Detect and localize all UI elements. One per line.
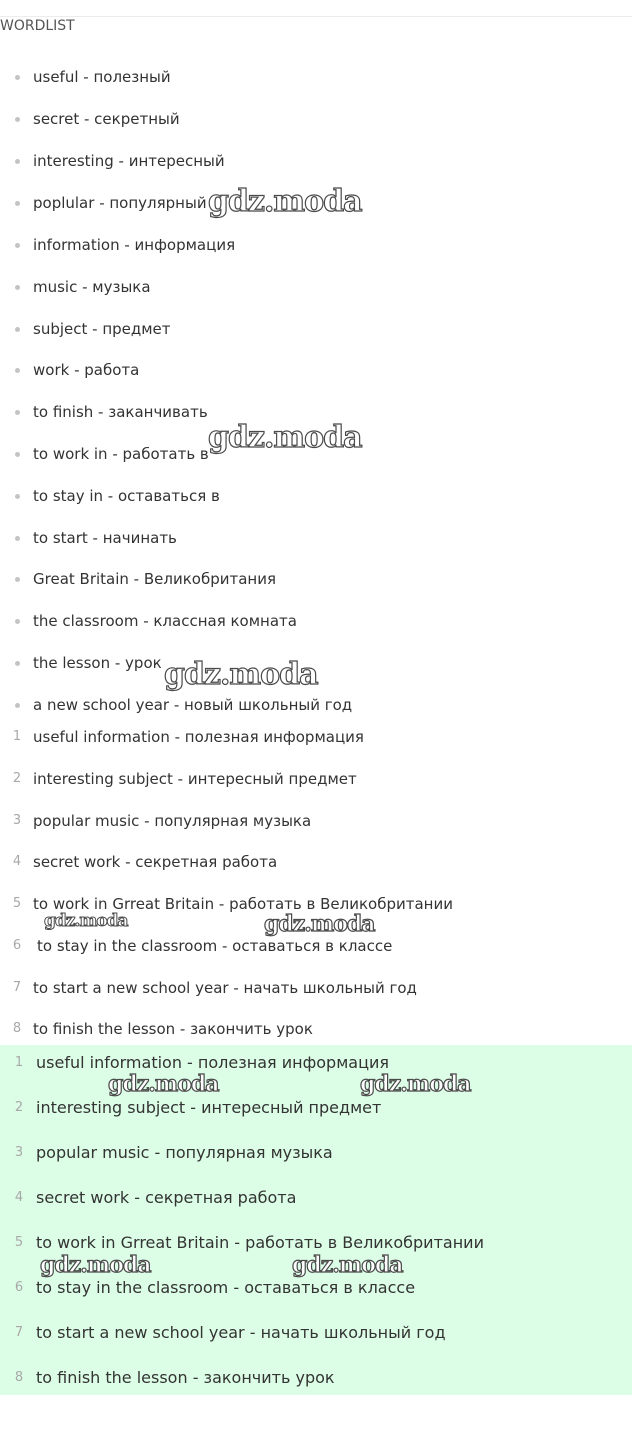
bullet-icon xyxy=(15,661,20,666)
answer-number: 3 xyxy=(14,1145,24,1160)
answer-text: to start a new school year - начать школьный год xyxy=(36,1323,446,1342)
answer-number: 1 xyxy=(14,1055,24,1070)
phrase-text: to stay in the classroom - оставаться в классе xyxy=(37,937,393,955)
answer-number: 4 xyxy=(14,1190,24,1205)
list-item-text: poplular - популярный xyxy=(33,194,207,212)
answer-item xyxy=(0,1276,632,1300)
answer-text: to work in Grreat Britain - работать в Великобритании xyxy=(36,1233,484,1252)
answer-item xyxy=(0,1051,632,1075)
list-item-text: work - работа xyxy=(33,361,140,379)
phrase-item xyxy=(0,768,632,790)
list-item-text: subject - предмет xyxy=(33,320,171,338)
answer-item xyxy=(0,1096,632,1120)
phrase-text: secret work - секретная работа xyxy=(33,853,278,871)
list-item xyxy=(0,610,632,632)
answer-item xyxy=(0,1141,632,1165)
answer-text: popular music - популярная музыка xyxy=(36,1143,333,1162)
bullet-icon xyxy=(15,494,20,499)
phrase-number: 5 xyxy=(12,896,22,911)
list-item xyxy=(0,108,632,130)
list-item xyxy=(0,234,632,256)
bullet-icon xyxy=(15,243,20,248)
phrase-number: 8 xyxy=(12,1021,22,1036)
watermark-logo: gdz.moda xyxy=(164,657,318,692)
answer-number: 2 xyxy=(14,1100,24,1115)
list-item-text: the classroom - классная комната xyxy=(33,612,297,630)
list-item xyxy=(0,318,632,340)
phrase-number: 4 xyxy=(12,854,22,869)
list-item-text: to stay in - оставаться в xyxy=(33,487,220,505)
bullet-icon xyxy=(15,619,20,624)
list-item-text: music - музыка xyxy=(33,278,151,296)
list-item-text: Great Britain - Великобритания xyxy=(33,570,276,588)
watermark-logo: gdz.moda xyxy=(208,420,362,455)
list-item-text: information - информация xyxy=(33,236,236,254)
list-item-text: to work in - работать в xyxy=(33,445,209,463)
bullet-icon xyxy=(15,75,20,80)
wordlist-heading: WORDLIST xyxy=(0,18,75,34)
bullet-icon xyxy=(15,117,20,122)
list-item xyxy=(0,276,632,298)
list-item-text: secret - секретный xyxy=(33,110,180,128)
list-item-text: the lesson - урок xyxy=(33,654,162,672)
phrase-item xyxy=(0,1018,632,1040)
phrase-number: 7 xyxy=(12,980,22,995)
list-item xyxy=(0,568,632,590)
list-item xyxy=(0,359,632,381)
list-item xyxy=(0,694,632,716)
list-item-text: useful - полезный xyxy=(33,68,171,86)
phrase-text: popular music - популярная музыка xyxy=(33,812,312,830)
bullet-icon xyxy=(15,410,20,415)
answer-text: interesting subject - интересный предмет xyxy=(36,1098,382,1117)
list-item-text: to finish - заканчивать xyxy=(33,403,208,421)
phrase-number: 6 xyxy=(12,938,22,953)
watermark-logo: gdz.moda xyxy=(44,911,128,931)
bullet-icon xyxy=(15,368,20,373)
list-item xyxy=(0,527,632,549)
watermark-logo: gdz.moda xyxy=(360,1071,471,1097)
bullet-icon xyxy=(15,577,20,582)
bullet-icon xyxy=(15,201,20,206)
answer-item xyxy=(0,1186,632,1210)
bullet-icon xyxy=(15,327,20,332)
list-item xyxy=(0,150,632,172)
phrase-number: 3 xyxy=(12,813,22,828)
watermark-logo: gdz.moda xyxy=(264,911,375,937)
top-divider xyxy=(0,16,632,17)
answer-item xyxy=(0,1366,632,1390)
answer-number: 8 xyxy=(14,1370,24,1385)
bullet-icon xyxy=(15,285,20,290)
list-item-text: interesting - интересный xyxy=(33,152,225,170)
answer-number: 7 xyxy=(14,1325,24,1340)
phrase-number: 2 xyxy=(12,771,22,786)
bullet-icon xyxy=(15,536,20,541)
phrase-text: interesting subject - интересный предмет xyxy=(33,770,357,788)
list-item-text: a new school year - новый школьный год xyxy=(33,696,353,714)
answer-number: 5 xyxy=(14,1235,24,1250)
bullet-icon xyxy=(15,703,20,708)
watermark-logo: gdz.moda xyxy=(40,1252,151,1278)
list-item xyxy=(0,66,632,88)
phrase-item xyxy=(0,726,632,748)
watermark-logo: gdz.moda xyxy=(292,1252,403,1278)
answer-text: to finish the lesson - закончить урок xyxy=(36,1368,335,1387)
phrase-item xyxy=(0,810,632,832)
phrase-text: to work in Grreat Britain - работать в Великобритании xyxy=(33,895,453,913)
bullet-icon xyxy=(15,452,20,457)
bullet-icon xyxy=(15,159,20,164)
list-item-text: to start - начинать xyxy=(33,529,177,547)
phrase-item xyxy=(0,935,632,957)
answer-text: secret work - секретная работа xyxy=(36,1188,297,1207)
phrase-item xyxy=(0,851,632,873)
answer-text: to stay in the classroom - оставаться в классе xyxy=(36,1278,416,1297)
phrase-text: to finish the lesson - закончить урок xyxy=(33,1020,313,1038)
answer-text: useful information - полезная информация xyxy=(36,1053,389,1072)
phrase-number: 1 xyxy=(12,729,22,744)
watermark-logo: gdz.moda xyxy=(108,1071,219,1097)
answer-item xyxy=(0,1321,632,1345)
phrase-text: to start a new school year - начать школьный год xyxy=(33,979,417,997)
phrase-item xyxy=(0,977,632,999)
watermark-logo: gdz.moda xyxy=(208,184,362,219)
phrase-text: useful information - полезная информация xyxy=(33,728,364,746)
list-item xyxy=(0,485,632,507)
answer-number: 6 xyxy=(14,1280,24,1295)
